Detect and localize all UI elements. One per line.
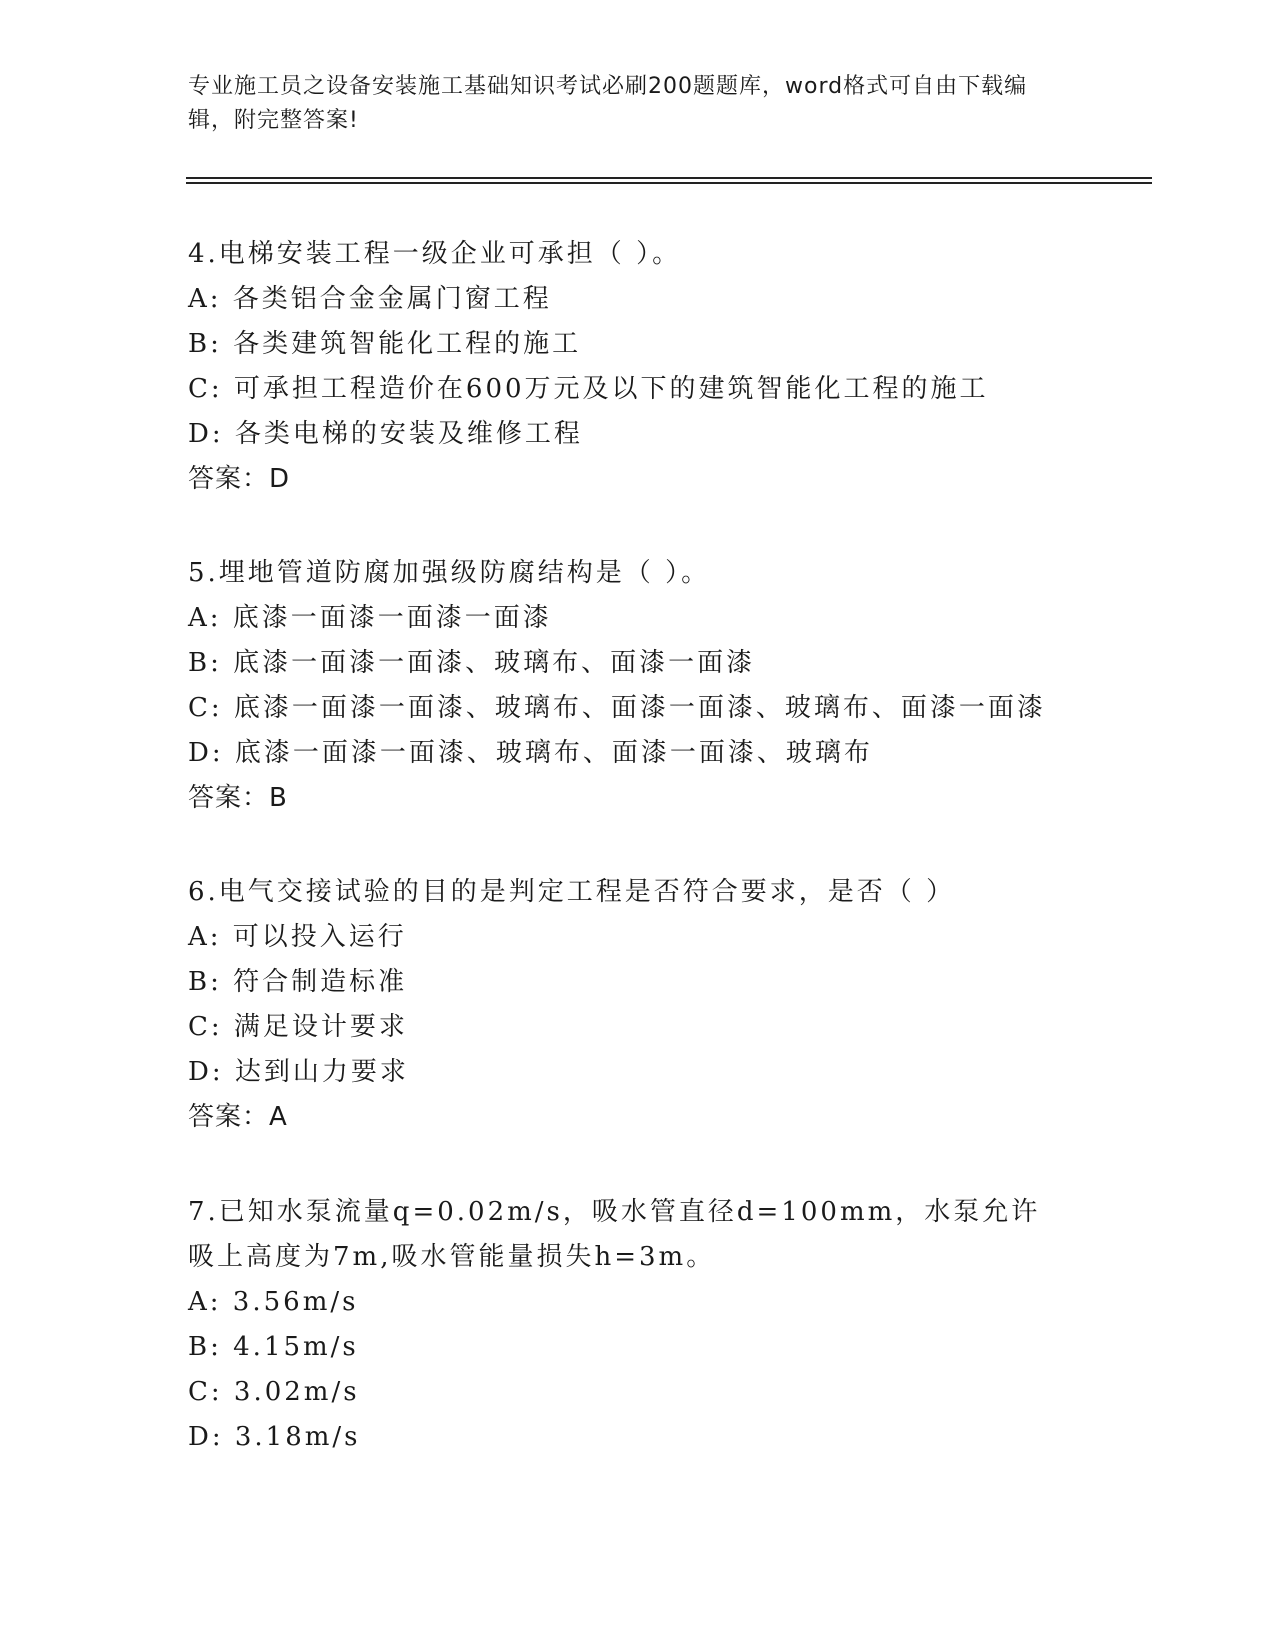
question-6 bbox=[188, 870, 1088, 1140]
question-4 bbox=[188, 232, 1088, 502]
answer-line: 答案：B bbox=[188, 783, 288, 813]
option-d: D: 各类电梯的安装及维修工程 bbox=[188, 419, 583, 449]
option-b: B: 4.15m/s bbox=[188, 1332, 359, 1362]
option-b: B: 底漆一面漆一面漆、玻璃布、面漆一面漆 bbox=[188, 648, 756, 678]
question-stem: 7.已知水泵流量q=0.02m/s，吸水管直径d=100mm，水泵允许吸上高度为7m,吸水管能量损失h=3m。 bbox=[188, 1197, 1041, 1272]
question-7 bbox=[188, 1190, 1068, 1460]
option-a: A: 底漆一面漆一面漆一面漆 bbox=[188, 603, 552, 633]
option-d: D: 底漆一面漆一面漆、玻璃布、面漆一面漆、玻璃布 bbox=[188, 738, 873, 768]
option-b: B: 符合制造标准 bbox=[188, 967, 408, 997]
option-c: C: 3.02m/s bbox=[188, 1377, 360, 1407]
option-d: D: 达到山力要求 bbox=[188, 1057, 409, 1087]
question-stem: 4.电梯安装工程一级企业可承担（ ）。 bbox=[188, 239, 682, 269]
option-a: A: 可以投入运行 bbox=[188, 922, 407, 952]
question-stem: 5.埋地管道防腐加强级防腐结构是（ ）。 bbox=[188, 558, 711, 588]
option-c: C: 满足设计要求 bbox=[188, 1012, 408, 1042]
document-header: 专业施工员之设备安装施工基础知识考试必刷200题题库，word格式可自由下载编辑，附完整答案! bbox=[188, 74, 1028, 133]
header-divider-bottom bbox=[186, 182, 1152, 184]
option-a: A: 3.56m/s bbox=[188, 1287, 359, 1317]
option-c: C: 底漆一面漆一面漆、玻璃布、面漆一面漆、玻璃布、面漆一面漆 bbox=[188, 693, 1046, 723]
answer-line: 答案：D bbox=[188, 464, 291, 494]
option-b: B: 各类建筑智能化工程的施工 bbox=[188, 329, 582, 359]
option-c: C: 可承担工程造价在600万元及以下的建筑智能化工程的施工 bbox=[188, 374, 989, 404]
option-a: A: 各类铝合金金属门窗工程 bbox=[188, 284, 552, 314]
answer-line: 答案：A bbox=[188, 1102, 288, 1132]
option-d: D: 3.18m/s bbox=[188, 1422, 361, 1452]
header-divider-top bbox=[186, 177, 1152, 179]
question-5 bbox=[188, 551, 1088, 821]
question-stem: 6.电气交接试验的目的是判定工程是否符合要求，是否（ ） bbox=[188, 877, 956, 907]
